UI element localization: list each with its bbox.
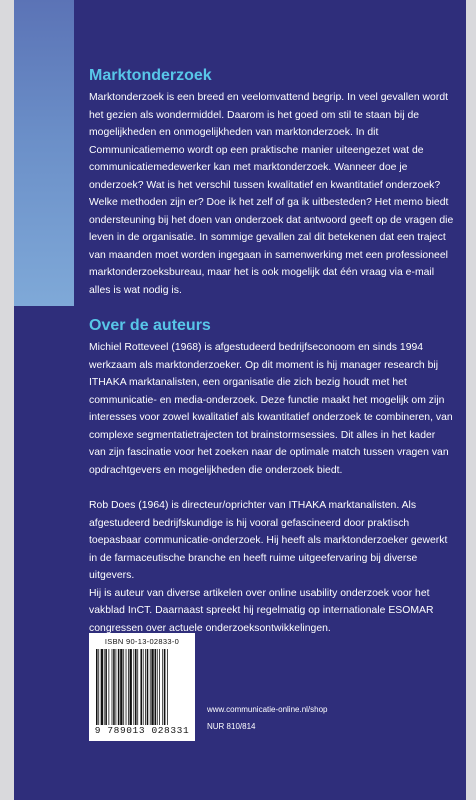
nur-code: NUR 810/814	[207, 722, 256, 731]
back-cover-text	[89, 66, 454, 637]
barcode	[89, 633, 195, 741]
author-bio-does: Rob Does (1964) is directeur/oprichter van ITHAKA marktanalisten. Als afgestudeerd bedrijfskundige is hij vooral gefascineerd door praktisch toepasbaar communicatie-onderzoek. Hij heeft als marktonderzoeker gewerkt in de farmaceutische branche en heeft ruime uitgeefervaring bij diverse uitgevers.	[89, 500, 448, 581]
isbn-label: ISBN 90-13-02833-0	[104, 637, 180, 646]
description-paragraph: Marktonderzoek is een breed en veelomvattend begrip. In veel gevallen wordt het gezien als wondermiddel. Daarom is het goed om stil te staan bij de mogelijkheden en onmogelijkheden van marktonderzoek. In dit Communicatiememo wordt op een praktische manier uiteengezet wat de communicatiemedewerker kan met marktonderzoek. Wanneer doe je onderzoek? Wat is het verschil tussen kwalitatief en kwantitatief onderzoek? Welke methoden zijn er? Doe ik het zelf of ga ik uitbesteden? Het memo biedt ondersteuning bij het doen van onderzoek dat antwoord geeft op de vragen die leven in de organisatie. In sommige gevallen zal dit betekenen dat een traject van maanden moet worden ingegaan in samenwerking met een professioneel marktonderzoeksbureau, maar het is ook mogelijk dat één vraag via e-mail alles is wat nodig is.	[89, 92, 454, 296]
barcode-digits: 9 789013 028331	[94, 725, 190, 736]
section-heading-authors: Over de auteurs	[89, 317, 211, 334]
back-cover	[14, 0, 466, 800]
author-bio-does-cont: Hij is auteur van diverse artikelen over online usability onderzoek voor het vakblad InCT. Daarnaast spreekt hij regelmatig op internationale ESOMAR congressen over actuele onderzoeksontwikkelingen.	[89, 587, 434, 634]
section-heading-marktonderzoek: Marktonderzoek	[89, 67, 212, 84]
accent-strip	[14, 0, 74, 306]
barcode-bars	[94, 649, 190, 725]
publisher-url: www.communicatie-online.nl/shop	[207, 705, 328, 714]
author-bio-rotteveel: Michiel Rotteveel (1968) is afgestudeerd bedrijfseconoom en sinds 1994 werkzaam als marktonderzoeker. Op dit moment is hij manager research bij ITHAKA marktanalisten, een organisatie die zich bezig houdt met het communicatie- en media-onderzoek. Deze functie maakt het mogelijk om zijn interesses voor zowel kwalitatief als kwantitatief onderzoek te combineren, van complexe segmentatietrajecten tot brainstormsessies. Dit alles in het kader van zijn fascinatie voor het zoeken naar de optimale match tussen vragen van opdrachtgevers en mogelijkheden die onderzoek biedt.	[89, 342, 453, 476]
